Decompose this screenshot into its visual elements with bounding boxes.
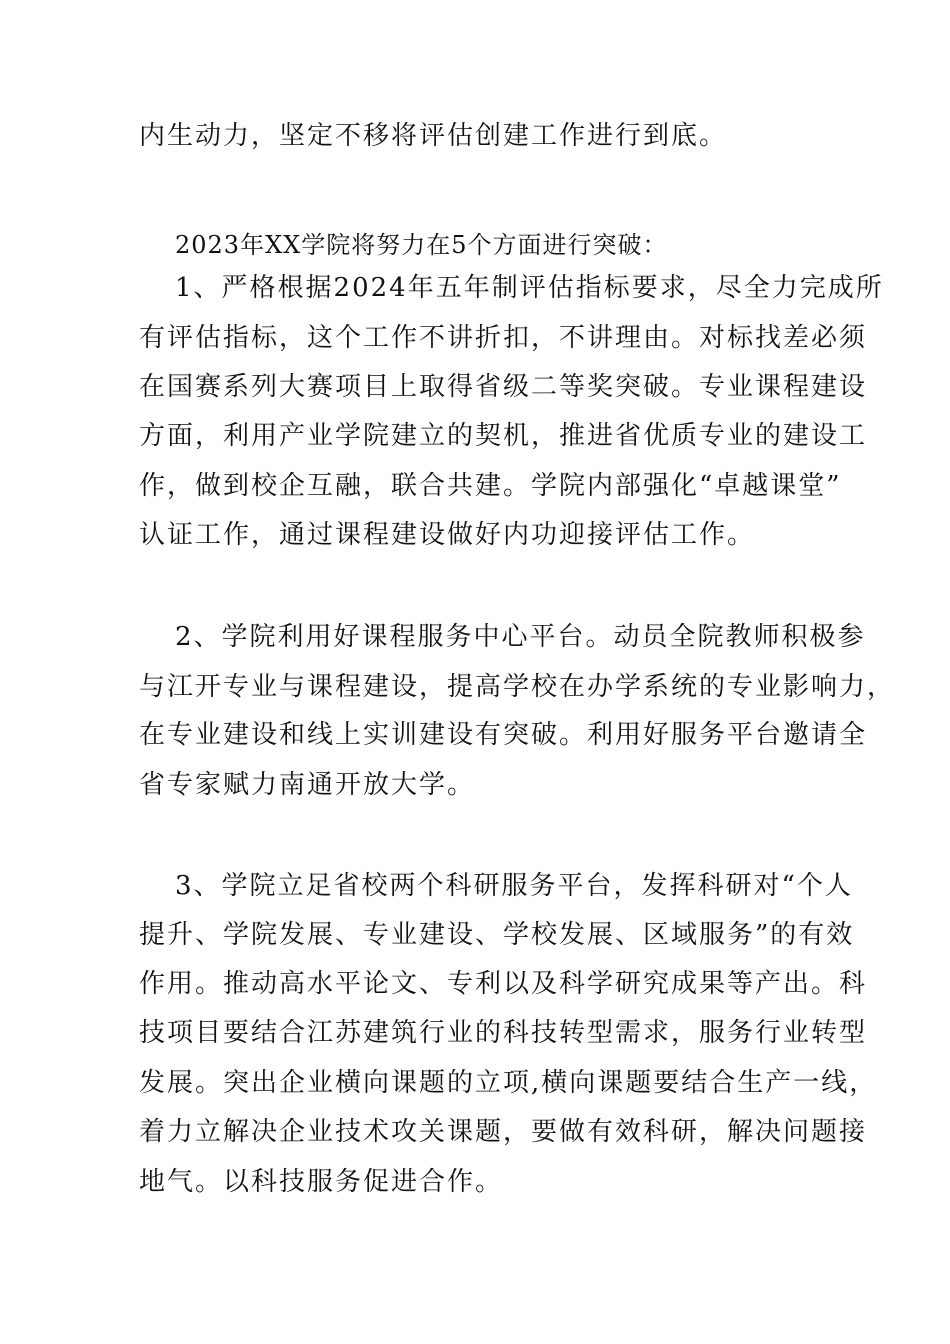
section-3-line-1: 3、学院立足省校两个科研服务平台，发挥科研对“个人 bbox=[175, 871, 853, 901]
section-1-line-6: 认证工作，通过课程建设做好内功迎接评估工作。 bbox=[139, 520, 756, 550]
section-3-line-6: 着力立解决企业技术攻关课题，要做有效科研，解决问题接 bbox=[139, 1117, 868, 1147]
section-1-line-5: 作，做到校企互融，联合共建。学院内部强化“卓越课堂” bbox=[139, 471, 842, 501]
section-1-line-1: 1、严格根据2024年五年制评估指标要求，尽全力完成所 bbox=[175, 273, 884, 303]
section-1-line-3: 在国赛系列大赛项目上取得省级二等奖突破。专业课程建设 bbox=[139, 372, 868, 402]
intro-line: 2023年XX学院将努力在5个方面进行突破： bbox=[175, 231, 668, 259]
section-2-line-1: 2、学院利用好课程服务中心平台。动员全院教师积极参 bbox=[175, 622, 866, 652]
section-2-line-4: 省专家赋力南通开放大学。 bbox=[139, 770, 476, 800]
opening-line: 内生动力，坚定不移将评估创建工作进行到底。 bbox=[139, 121, 728, 151]
section-2-line-3: 在专业建设和线上实训建设有突破。利用好服务平台邀请全 bbox=[139, 720, 868, 750]
section-1-line-4: 方面，利用产业学院建立的契机，推进省优质专业的建设工 bbox=[139, 421, 868, 451]
section-1-line-2: 有评估指标，这个工作不讲折扣，不讲理由。对标找差必须 bbox=[139, 323, 868, 353]
section-3-line-5: 发展。突出企业横向课题的立项,横向课题要结合生产一线， bbox=[139, 1068, 878, 1098]
section-3-line-7: 地气。以科技服务促进合作。 bbox=[139, 1167, 504, 1197]
section-3-line-2: 提升、学院发展、专业建设、学校发展、区域服务”的有效 bbox=[139, 920, 855, 950]
section-2-line-2: 与江开专业与课程建设，提高学校在办学系统的专业影响力， bbox=[139, 672, 896, 702]
section-3-line-3: 作用。推动高水平论文、专利以及科学研究成果等产出。科 bbox=[139, 969, 868, 999]
section-3-line-4: 技项目要结合江苏建筑行业的科技转型需求，服务行业转型 bbox=[139, 1018, 868, 1048]
